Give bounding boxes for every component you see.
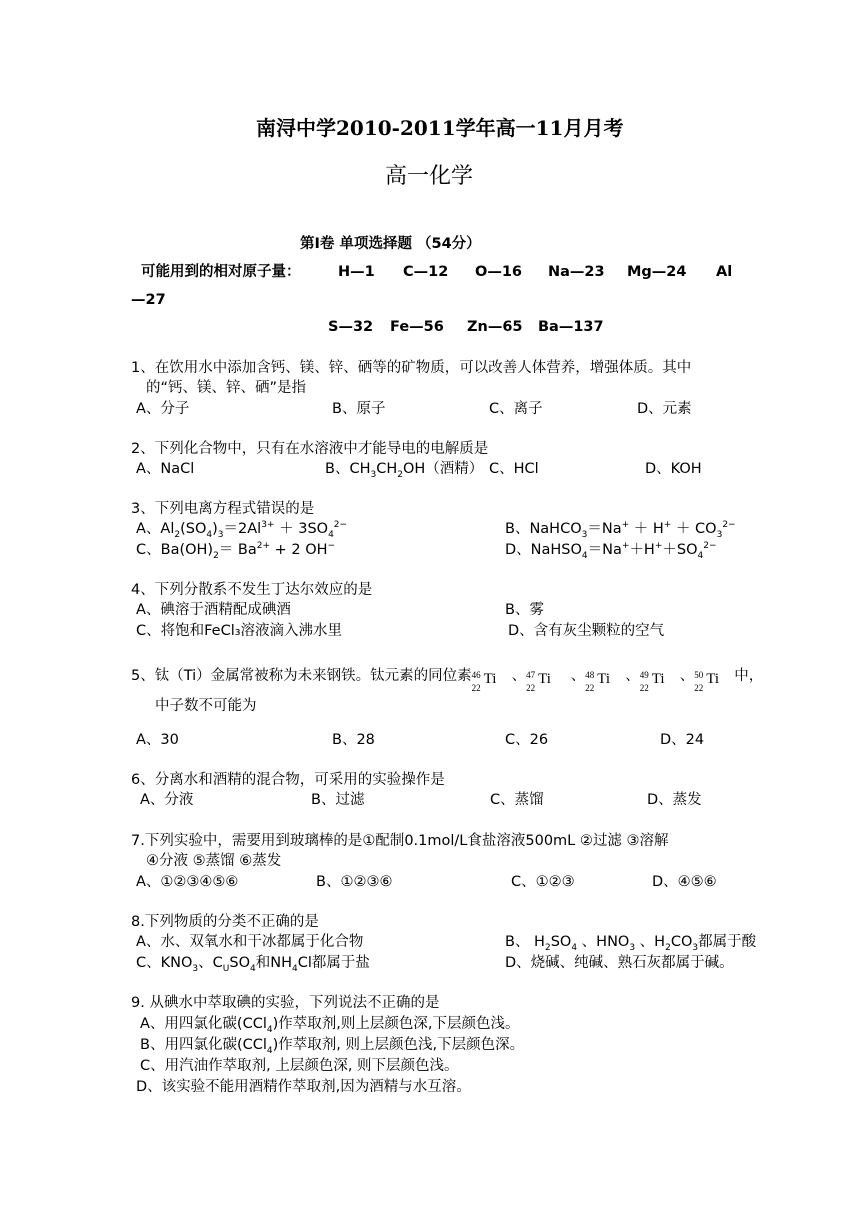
mass-ba: Ba—137 <box>538 319 604 335</box>
q6-option-d: D、蒸发 <box>647 792 702 808</box>
q3-option-a: A、$Al_2(SO_4)_3=2Al^{3+} + 3SO_4^{2-}$ <box>136 520 348 540</box>
q9-option-d: D、该实验不能用酒精作萃取剂,因为酒精与水互溶。 <box>136 1079 471 1095</box>
q8-option-a: A、水、双氧水和干冰都属于化合物 <box>136 934 364 950</box>
q2-option-b: B、$CH_3CH_2OH$（酒精） <box>325 461 484 480</box>
q4-option-d: D、含有灰尘颗粒的空气 <box>508 623 665 639</box>
isotope-ti-46: 46 22 Ti <box>471 670 497 693</box>
q7-stem-line2: ④分液 ⑤蒸馏 ⑥蒸发 <box>146 853 282 869</box>
mass-c: C—12 <box>403 264 449 280</box>
q7-option-a: A、①②③④⑤⑥ <box>136 874 239 890</box>
q1-option-b: B、原子 <box>332 401 386 417</box>
q5-option-b: B、28 <box>332 732 375 748</box>
q8-stem: 8.下列物质的分类不正确的是 <box>131 914 319 930</box>
q1-stem-line1: 1、在饮用水中添加含钙、镁、锌、硒等的矿物质，可以改善人体营养，增强体质。其中 <box>131 360 692 376</box>
q9-stem: 9. 从碘水中萃取碘的实验，下列说法不正确的是 <box>131 995 440 1011</box>
q4-option-c: C、将饱和FeCl₃溶液滴入沸水里 <box>136 623 343 639</box>
q1-option-c: C、离子 <box>489 401 543 417</box>
q9-option-a: A、用四氯化碳(CCl$_4$)作萃取剂,则上层颜色深,下层颜色浅。 <box>140 1016 520 1035</box>
exam-title: 南浔中学2010-2011学年高一11月月考 <box>256 116 624 140</box>
subject-title: 高一化学 <box>385 164 474 189</box>
mass-fe: Fe—56 <box>390 319 444 335</box>
q7-option-c: C、①②③ <box>511 874 575 890</box>
q4-option-b: B、雾 <box>505 602 544 618</box>
q8-option-c: C、$KNO_3$、$C_USO_4$和$NH_4Cl$都属于盐 <box>136 955 370 974</box>
q3-option-c: C、$Ba(OH)_2= Ba^{2+} + 2$ OH− <box>136 541 336 561</box>
q2-stem: 2、下列化合物中，只有在水溶液中才能导电的电解质是 <box>131 441 489 457</box>
q5-stem-line2: 中子数不可能为 <box>155 698 257 714</box>
q7-stem-line1: 7.下列实验中，需要用到玻璃棒的是①配制0.1mol/L食盐溶液500mL ②过滤 ③溶解 <box>131 833 669 849</box>
q3-option-d: D、$NaHSO_4=Na^++H^++SO_4^{2-}$ <box>505 541 717 561</box>
q4-stem: 4、下列分散系不发生丁达尔效应的是 <box>131 582 373 598</box>
mass-al: Al <box>716 264 733 280</box>
q1-option-a: A、分子 <box>136 401 190 417</box>
q8-option-d: D、烧碱、纯碱、熟石灰都属于碱。 <box>505 955 734 971</box>
q5-option-a: A、30 <box>136 732 179 748</box>
section-title: 第Ⅰ卷 单项选择题 （54分） <box>300 236 481 252</box>
isotope-ti-50: 50 22 Ti <box>694 670 720 693</box>
q5-stem: 5、钛（Ti）金属常被称为未来钢铁。钛元素的同位素 46 22 Ti 、 47 22 Ti 、 48 22 Ti 、 49 22 Ti 、 50 22 Ti 中， <box>131 664 763 687</box>
q6-option-a: A、分液 <box>140 792 194 808</box>
mass-mg: Mg—24 <box>627 264 687 280</box>
q3-stem: 3、下列电离方程式错误的是 <box>131 501 315 517</box>
atomic-mass-label: 可能用到的相对原子量： <box>141 264 301 280</box>
q9-option-b: B、用四氯化碳(CCl$_4$)作萃取剂, 则上层颜色浅,下层颜色深。 <box>140 1037 525 1056</box>
q5-option-d: D、24 <box>660 732 705 748</box>
q1-option-d: D、元素 <box>637 401 692 417</box>
q1-stem-line2: 的“钙、镁、锌、硒”是指 <box>146 380 307 396</box>
mass-na: Na—23 <box>548 264 605 280</box>
mass-o: O—16 <box>475 264 523 280</box>
q6-stem: 6、分离水和酒精的混合物，可采用的实验操作是 <box>131 772 445 788</box>
mass-al-wrap: —27 <box>131 292 166 308</box>
q2-option-d: D、KOH <box>645 461 702 477</box>
q8-option-b: B、 $H_2SO_4$ 、$HNO_3$ 、$H_2CO_3$都属于酸 <box>505 934 757 953</box>
mass-h: H—1 <box>338 264 375 280</box>
q4-option-a: A、碘溶于酒精配成碘酒 <box>136 602 291 618</box>
isotope-ti-47: 47 22 Ti <box>526 670 551 693</box>
mass-zn: Zn—65 <box>467 319 523 335</box>
q7-option-b: B、①②③⑥ <box>316 874 393 890</box>
mass-s: S—32 <box>328 319 374 335</box>
q6-option-c: C、蒸馏 <box>490 792 544 808</box>
q7-option-d: D、④⑤⑥ <box>652 874 717 890</box>
q6-option-b: B、过滤 <box>311 792 365 808</box>
isotope-ti-48: 48 22 Ti <box>585 670 611 693</box>
q2-option-a: A、NaCl <box>136 461 195 477</box>
q9-option-c: C、用汽油作萃取剂, 上层颜色深, 则下层颜色浅。 <box>140 1058 459 1074</box>
isotope-ti-49: 49 22 Ti <box>639 670 665 693</box>
q3-option-b: B、NaHCO$_3$＝Na+ ＋ $H^+ + CO_3^{2-}$ <box>505 520 736 540</box>
q5-option-c: C、26 <box>505 732 549 748</box>
q2-option-c: C、HCl <box>489 461 539 477</box>
